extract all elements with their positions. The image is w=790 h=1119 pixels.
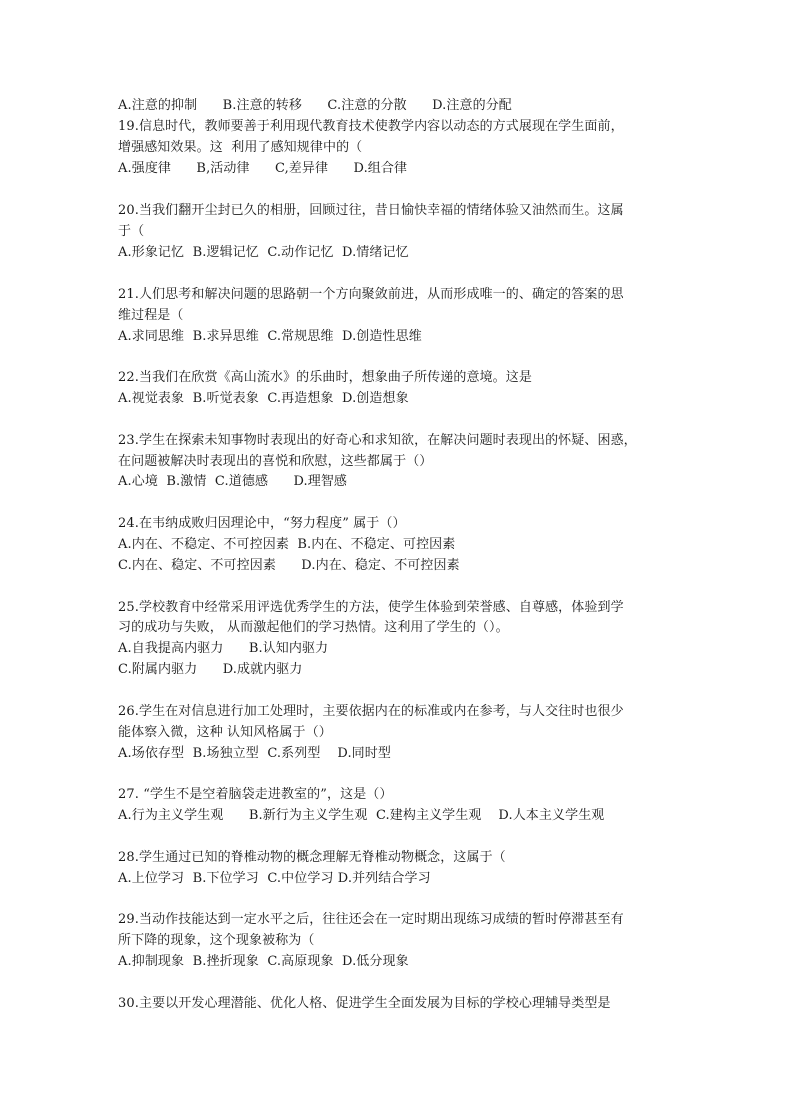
- q20-text-line-1: 20.当我们翻开尘封已久的相册，回顾过往，昔日愉快幸福的情绪体验又油然而生。这属: [118, 203, 624, 218]
- q27-options: A.行为主义学生观 B.新行为主义学生观 C.建构主义学生观 D.人本主义学生观: [118, 808, 605, 823]
- q18-options: A.注意的抑制 B.注意的转移 C.注意的分散 D.注意的分配: [118, 98, 512, 113]
- q23-text-line-1: 23.学生在探索未知事物时表现出的好奇心和求知欲，在解决问题时表现出的怀疑、困惑，: [118, 433, 637, 448]
- q24-options-line-2: C.内在、稳定、不可控因素 D.内在、稳定、不可控因素: [118, 558, 460, 573]
- q20-options: A.形象记忆 B.逻辑记忆 C.动作记忆 D.情绪记忆: [118, 245, 409, 260]
- q20-text-line-2: 于（: [118, 224, 145, 239]
- q29-text-line-2: 所下降的现象，这个现象被称为（: [118, 933, 315, 948]
- q23-text-line-2: 在问题被解决时表现出的喜悦和欣慰，这些都属于（）: [118, 454, 433, 469]
- q29-options: A.抑制现象 B.挫折现象 C.高原现象 D.低分现象: [118, 954, 409, 969]
- q21-text-line-2: 维过程是（: [118, 308, 184, 323]
- q25-text-line-1: 25.学校教育中经常采用评选优秀学生的方法，使学生体验到荣誉感、自尊感，体验到学: [118, 600, 624, 615]
- q21-text-line-1: 21.人们思考和解决问题的思路朝一个方向聚敛前进，从而形成唯一的、确定的答案的思: [118, 287, 624, 302]
- q26-options: A.场依存型 B.场独立型 C.系列型 D.同时型: [118, 746, 391, 761]
- q23-options: A.心境 B.激情 C.道德感 D.理智感: [118, 474, 348, 489]
- q30-text: 30.主要以开发心理潜能、优化人格、促进学生全面发展为目标的学校心理辅导类型是: [118, 996, 611, 1011]
- q28-text: 28.学生通过已知的脊椎动物的概念理解无脊椎动物概念，这属于（: [118, 850, 506, 865]
- q25-text-line-2: 习的成功与失败， 从而激起他们的学习热情。这利用了学生的（）。: [118, 620, 509, 635]
- q19-text-line-2: 增强感知效果。这 利用了感知规律中的（: [118, 140, 363, 155]
- q24-options-line-1: A.内在、不稳定、不可控因素 B.内在、不稳定、可控因素: [118, 537, 456, 552]
- q25-options-line-1: A.自我提高内驱力 B.认知内驱力: [118, 641, 329, 656]
- q19-options: A.强度律 B,活动律 C,差异律 D.组合律: [118, 161, 408, 176]
- q21-options: A.求同思维 B.求异思维 C.常规思维 D.创造性思维: [118, 329, 422, 344]
- q22-text: 22.当我们在欣赏《高山流水》的乐曲时，想象曲子所传递的意境。这是: [118, 370, 532, 385]
- q25-options-line-2: C.附属内驱力 D.成就内驱力: [118, 662, 303, 677]
- q19-text-line-1: 19.信息时代，教师要善于利用现代教育技术使教学内容以动态的方式展现在学生面前，: [118, 119, 624, 134]
- q22-options: A.视觉表象 B.听觉表象 C.再造想象 D.创造想象: [118, 391, 409, 406]
- q28-options: A.上位学习 B.下位学习 C.中位学习 D.并列结合学习: [118, 871, 431, 886]
- q29-text-line-1: 29.当动作技能达到一定水平之后，往往还会在一定时期出现练习成绩的暂时停滞甚至有: [118, 912, 624, 927]
- q24-text: 24.在韦纳成败归因理论中，“努力程度” 属于（）: [118, 516, 406, 531]
- q26-text-line-1: 26.学生在对信息进行加工处理时，主要依据内在的标准或内在参考，与人交往时也很少: [118, 704, 624, 719]
- q27-text: 27. “学生不是空着脑袋走进教室的”，这是（）: [118, 787, 393, 802]
- q26-text-line-2: 能体察入微，这种 认知风格属于（）: [118, 725, 332, 740]
